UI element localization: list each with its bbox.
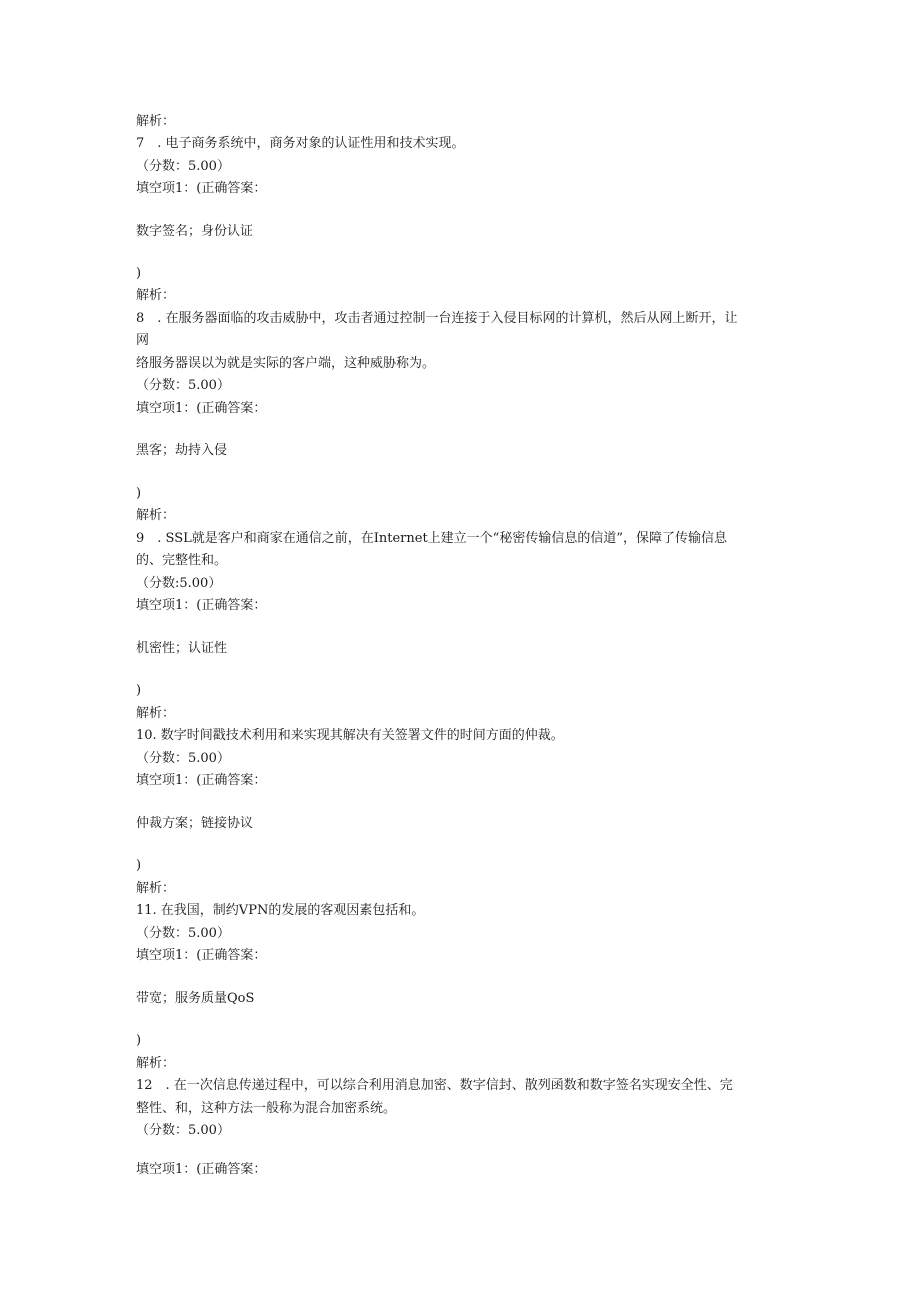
- question-8-answer: 黑客；劫持入侵: [136, 443, 228, 458]
- analysis-label: 解析：: [136, 508, 176, 523]
- question-8-score: （分数：5.00）: [136, 378, 230, 393]
- question-10-text: 10. 数字时间戳技术利用和来实现其解决有关签署文件的时间方面的仲裁。: [136, 728, 564, 743]
- analysis-label: 解析：: [136, 114, 176, 129]
- question-9-close-paren: ): [136, 683, 142, 698]
- question-8-close-paren: ): [136, 486, 142, 501]
- question-10-blank-label: 填空项1：(正确答案：: [136, 773, 267, 788]
- question-7-close-paren: ): [136, 266, 142, 281]
- question-9-text-cont: 的、完整性和。: [136, 553, 228, 568]
- question-9-text: 9 . SSL就是客户和商家在通信之前，在Internet上建立一个“秘密传输信息的信道”，保障了传输信息: [136, 531, 727, 546]
- question-8-text-cont: 络服务器误以为就是实际的客户端，这种威胁称为。: [136, 356, 436, 371]
- question-7-answer: 数字签名；身份认证: [136, 224, 254, 239]
- question-7-score: （分数：5.00）: [136, 159, 230, 174]
- question-7-blank-label: 填空项1：(正确答案：: [136, 181, 267, 196]
- question-8-blank-label: 填空项1：(正确答案：: [136, 401, 267, 416]
- question-9-answer: 机密性；认证性: [136, 641, 228, 656]
- question-7-text: 7 . 电子商务系统中，商务对象的认证性用和技术实现。: [136, 136, 465, 151]
- question-11-answer: 带宽；服务质量QoS: [136, 991, 255, 1006]
- question-10-close-paren: ): [136, 858, 142, 873]
- question-12-text-cont: 整性、和，这种方法一般称为混合加密系统。: [136, 1101, 397, 1116]
- question-12-text: 12 . 在一次信息传递过程中，可以综合利用消息加密、数字信封、散列函数和数字签名实现安全性、完: [136, 1078, 733, 1093]
- question-8-text-cont: 网: [136, 333, 150, 348]
- analysis-label: 解析：: [136, 706, 176, 721]
- question-11-text: 11. 在我国，制约VPN的发展的客观因素包括和。: [136, 903, 425, 918]
- analysis-label: 解析：: [136, 881, 176, 896]
- analysis-label: 解析：: [136, 288, 176, 303]
- analysis-label: 解析：: [136, 1056, 176, 1071]
- question-9-blank-label: 填空项1：(正确答案：: [136, 598, 267, 613]
- question-11-blank-label: 填空项1：(正确答案：: [136, 948, 267, 963]
- question-8-text: 8 . 在服务器面临的攻击威胁中，攻击者通过控制一台连接于入侵目标网的计算机，然后从网上断开，让: [136, 311, 738, 326]
- question-11-score: （分数：5.00）: [136, 926, 230, 941]
- question-9-score: （分数:5.00）: [136, 576, 222, 591]
- question-12-blank-label: 填空项1：(正确答案：: [136, 1162, 267, 1177]
- question-10-answer: 仲裁方案；链接协议: [136, 816, 254, 831]
- question-10-score: （分数：5.00）: [136, 751, 230, 766]
- question-12-score: （分数：5.00）: [136, 1123, 230, 1138]
- question-11-close-paren: ): [136, 1033, 142, 1048]
